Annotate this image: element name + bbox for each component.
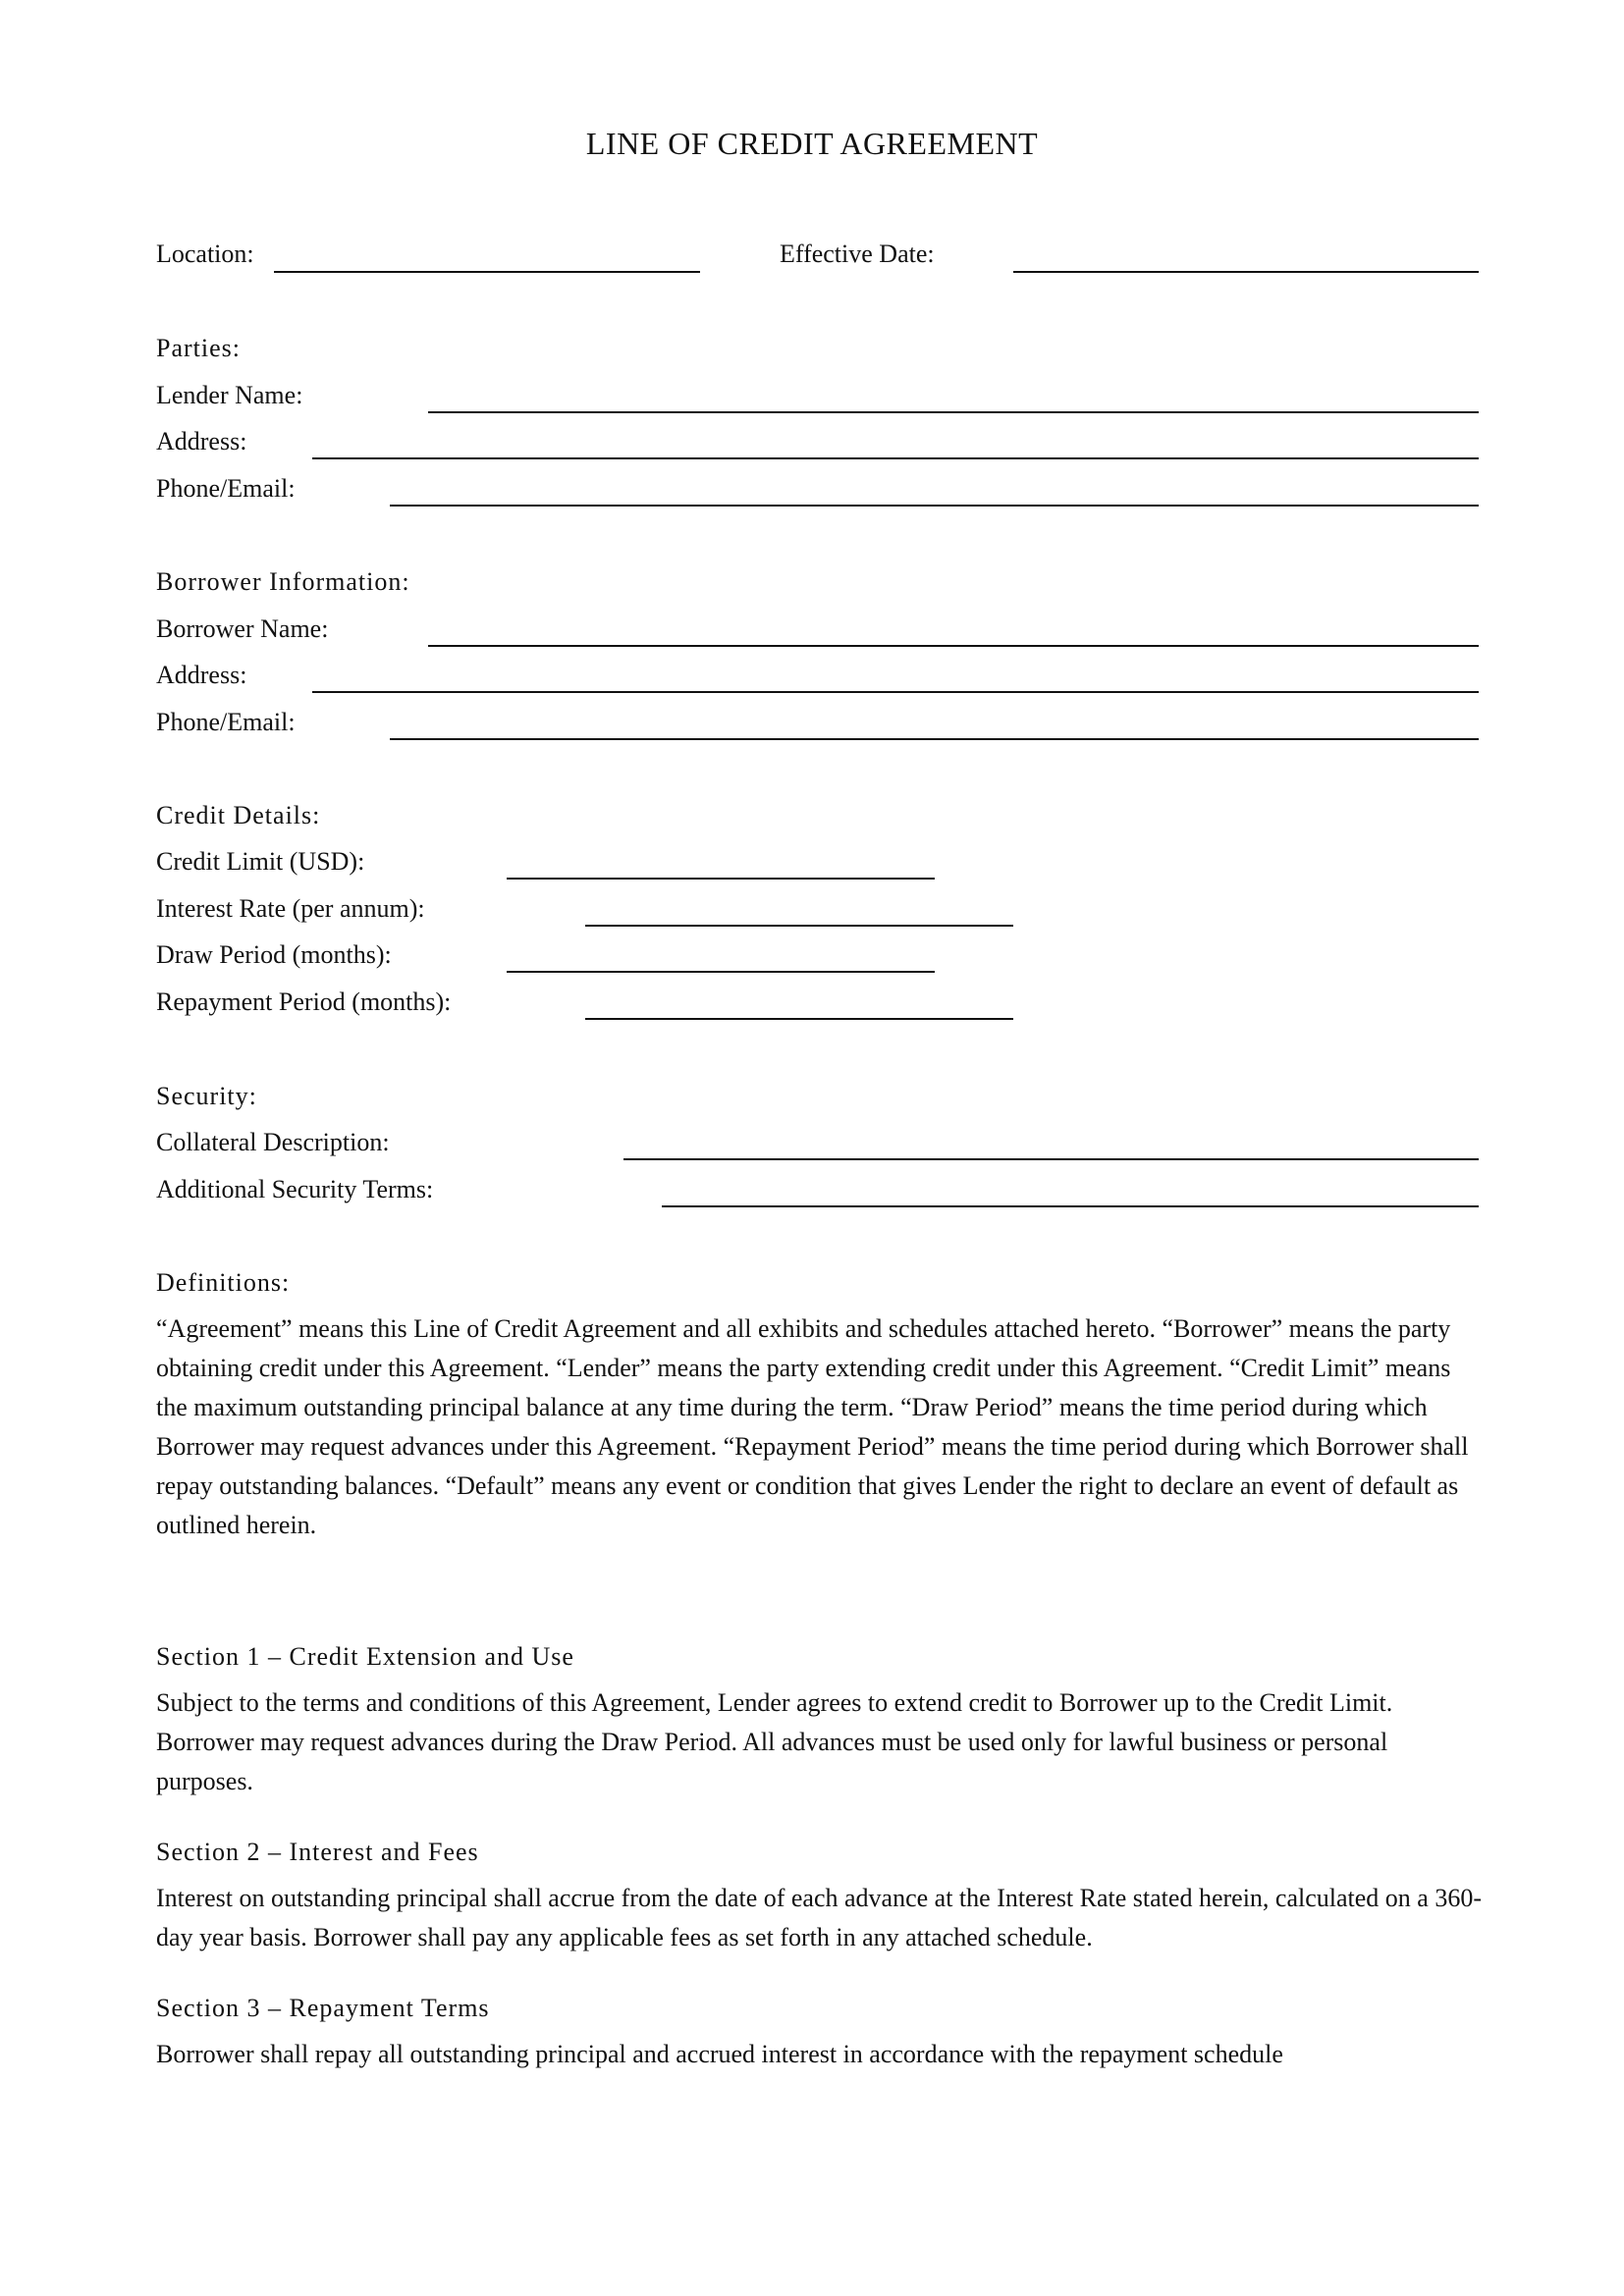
borrower-phone-email-field[interactable] (390, 738, 1479, 740)
borrower-phone-email-label: Phone/Email: (156, 708, 296, 736)
location-field[interactable] (274, 271, 700, 273)
borrower-name-label: Borrower Name: (156, 614, 329, 643)
credit-details-heading: Credit Details: (156, 801, 321, 829)
lender-name-label: Lender Name: (156, 381, 303, 409)
lender-phone-email-field[interactable] (390, 505, 1479, 507)
section-2-heading: Section 2 – Interest and Fees (156, 1838, 479, 1866)
security-heading: Security: (156, 1082, 257, 1110)
credit-limit-field[interactable] (507, 878, 935, 880)
additional-security-terms-label: Additional Security Terms: (156, 1175, 434, 1203)
borrower-heading: Borrower Information: (156, 567, 410, 596)
section-3-heading: Section 3 – Repayment Terms (156, 1994, 490, 2022)
location-label: Location: (156, 240, 254, 268)
parties-heading: Parties: (156, 334, 241, 362)
credit-limit-label: Credit Limit (USD): (156, 847, 365, 876)
borrower-address-field[interactable] (312, 691, 1479, 693)
document-title: LINE OF CREDIT AGREEMENT (585, 126, 1039, 161)
draw-period-label: Draw Period (months): (156, 940, 392, 969)
repayment-period-field[interactable] (585, 1018, 1013, 1020)
definitions-text: “Agreement” means this Line of Credit Agreement and all exhibits and schedules attached hereto. “Borrower” means the party obtaining credit under this Agreement. “Lender” means the party extending credit under this Agreement. “Credit Limit” means the maximum outstanding principal balance at any time during the term. “Draw Period” means the time period during which Borrower may request advances under this Agreement. “Repayment Period” means the time period during which Borrower shall repay outstanding balances. “Default” means any event or condition that gives Lender the right to declare an event of default as outlined herein. (156, 1314, 1469, 1539)
effective-date-field[interactable] (1013, 271, 1479, 273)
section-1-text: Subject to the terms and conditions of this Agreement, Lender agrees to extend credit to Borrower up to the Credit Limit. Borrower may request advances during the Draw Period. All advances must be used only for lawful business or personal purposes. (156, 1688, 1393, 1795)
additional-security-terms-field[interactable] (662, 1205, 1479, 1207)
collateral-description-field[interactable] (623, 1158, 1479, 1160)
draw-period-field[interactable] (507, 971, 935, 973)
section-3-text: Borrower shall repay all outstanding principal and accrued interest in accordance with the repayment schedule (156, 2040, 1283, 2068)
interest-rate-field[interactable] (585, 925, 1013, 927)
lender-name-field[interactable] (428, 411, 1479, 413)
section-1-heading: Section 1 – Credit Extension and Use (156, 1642, 574, 1671)
borrower-address-label: Address: (156, 661, 247, 689)
lender-address-label: Address: (156, 427, 247, 455)
collateral-description-label: Collateral Description: (156, 1128, 390, 1156)
borrower-name-field[interactable] (428, 645, 1479, 647)
repayment-period-label: Repayment Period (months): (156, 988, 452, 1016)
definitions-heading: Definitions: (156, 1268, 291, 1297)
effective-date-label: Effective Date: (780, 240, 935, 268)
interest-rate-label: Interest Rate (per annum): (156, 894, 425, 923)
lender-address-field[interactable] (312, 457, 1479, 459)
lender-phone-email-label: Phone/Email: (156, 474, 296, 503)
section-2-text: Interest on outstanding principal shall accrue from the date of each advance at the Interest Rate stated herein, calculated on a 360-day year basis. Borrower shall pay any applicable fees as set forth in any attached schedule. (156, 1884, 1482, 1951)
